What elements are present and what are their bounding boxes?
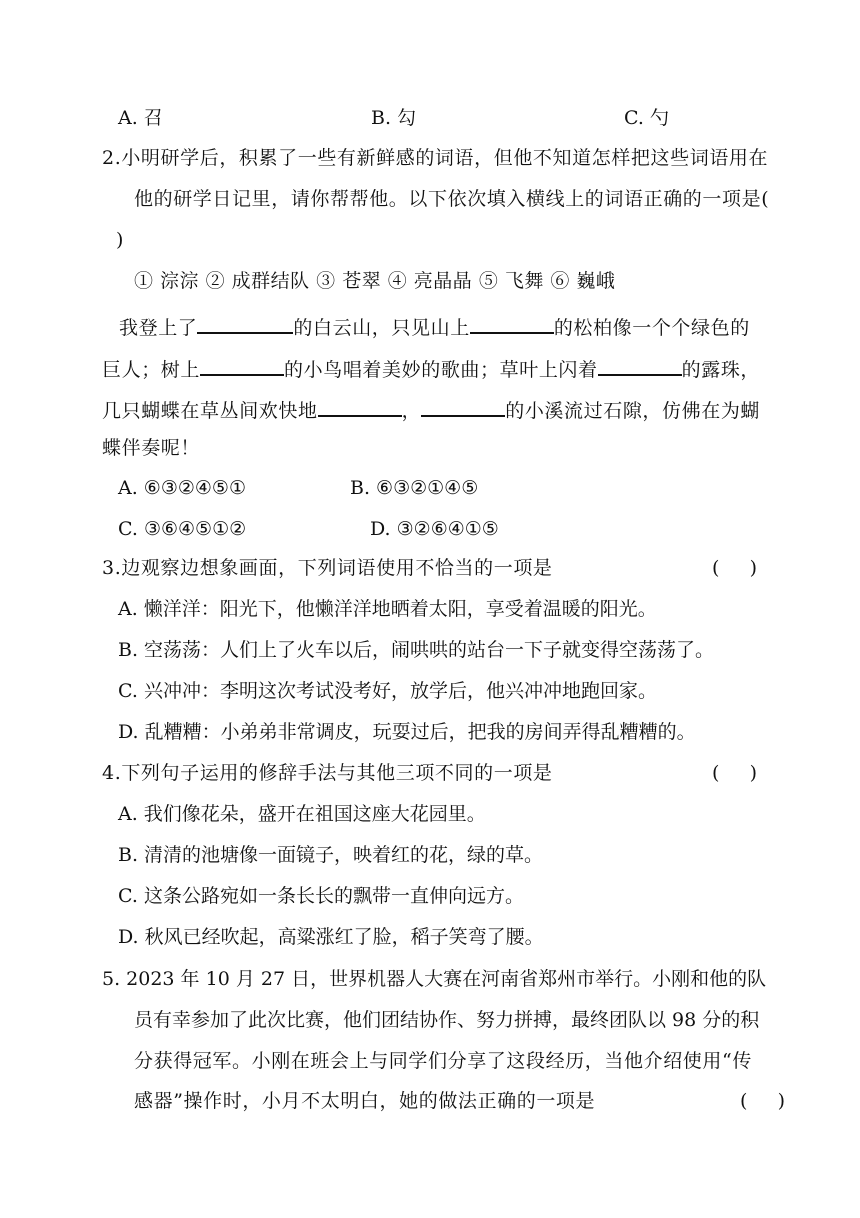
q2-passage-line2: [102, 354, 760, 382]
fill-blank[interactable]: [470, 312, 554, 334]
q3-option-a: A. 懒洋洋：阳光下，他懒洋洋地晒着太阳，享受着温暖的阳光。: [118, 598, 657, 620]
passage-text: 我登上了: [119, 317, 198, 339]
q5-stem-line4: 感器”操作时，小月不太明白，她的做法正确的一项是: [134, 1090, 596, 1112]
q1-option-a: A. 召: [118, 107, 163, 129]
passage-text: ，: [401, 400, 422, 422]
q4-answer-paren[interactable]: ( ): [712, 762, 758, 784]
q4-option-d: D. 秋风已经吹起，高粱涨红了脸，稻子笑弯了腰。: [118, 926, 544, 948]
q4-option-b: B. 清清的池塘像一面镜子，映着红的花，绿的草。: [118, 844, 544, 866]
q5-answer-paren[interactable]: ( ): [740, 1090, 786, 1112]
q2-option-b: B. ⑥③②①④⑤: [350, 477, 479, 499]
passage-text: 巨人；树上: [102, 359, 201, 381]
q2-passage-line4: 蝶伴奏呢！: [102, 437, 201, 459]
fill-blank[interactable]: [598, 354, 682, 376]
q3-stem: 3.边观察边想象画面，下列词语使用不恰当的一项是: [102, 557, 553, 579]
q4-option-c: C. 这条公路宛如一条长长的飘带一直伸向远方。: [118, 885, 524, 907]
fill-blank[interactable]: [421, 395, 505, 417]
q3-answer-paren[interactable]: ( ): [712, 557, 758, 579]
q2-option-d: D. ③②⑥④①⑤: [370, 518, 499, 540]
fill-blank[interactable]: [318, 395, 402, 417]
q2-passage-line1: [119, 312, 750, 340]
q2-option-c: C. ③⑥④⑤①②: [118, 518, 247, 540]
q3-option-d: D. 乱糟糟：小弟弟非常调皮，玩耍过后，把我的房间弄得乱糟糟的。: [118, 721, 696, 743]
q2-stem-line1: 2.小明研学后，积累了一些有新鲜感的词语，但他不知道怎样把这些词语用在: [102, 147, 769, 169]
q2-passage-line3: [102, 395, 760, 423]
q1-option-c: C. 勺: [624, 107, 669, 129]
q1-option-b: B. 勾: [371, 107, 417, 129]
q4-stem: 4.下列句子运用的修辞手法与其他三项不同的一项是: [102, 762, 553, 784]
passage-text: 的露珠，: [681, 359, 761, 381]
passage-text: 几只蝴蝶在草丛间欢快地: [102, 400, 318, 422]
q2-word-bank: ① 淙淙 ② 成群结队 ③ 苍翠 ④ 亮晶晶 ⑤ 飞舞 ⑥ 巍峨: [134, 270, 616, 292]
q3-option-b: B. 空荡荡：人们上了火车以后，闹哄哄的站台一下子就变得空荡荡了。: [118, 639, 715, 661]
q2-option-a: A. ⑥③②④⑤①: [118, 477, 246, 499]
q5-stem-line1: 5. 2023 年 10 月 27 日，世界机器人大赛在河南省郑州市举行。小刚和他的队: [102, 968, 767, 990]
q5-stem-line3: 分获得冠军。小刚在班会上与同学们分享了这段经历，当他介绍使用“传: [134, 1050, 752, 1072]
q3-option-c: C. 兴冲冲：李明这次考试没考好，放学后，他兴冲冲地跑回家。: [118, 680, 657, 702]
fill-blank[interactable]: [200, 354, 284, 376]
q2-stem-line3: ): [116, 229, 124, 251]
q4-option-a: A. 我们像花朵，盛开在祖国这座大花园里。: [118, 803, 486, 825]
q5-stem-line2: 员有幸参加了此次比赛，他们团结协作、努力拼搏，最终团队以 98 分的积: [134, 1009, 760, 1031]
passage-text: 的小鸟唱着美妙的歌曲；草叶上闪着: [284, 359, 598, 381]
fill-blank[interactable]: [197, 312, 293, 334]
passage-text: 的白云山，只见山上: [293, 317, 470, 339]
q2-stem-line2: 他的研学日记里，请你帮帮他。以下依次填入横线上的词语正确的一项是(: [134, 188, 770, 210]
passage-text: 的松柏像一个个绿色的: [553, 317, 750, 339]
passage-text: 的小溪流过石隙，仿佛在为蝴: [505, 400, 761, 422]
